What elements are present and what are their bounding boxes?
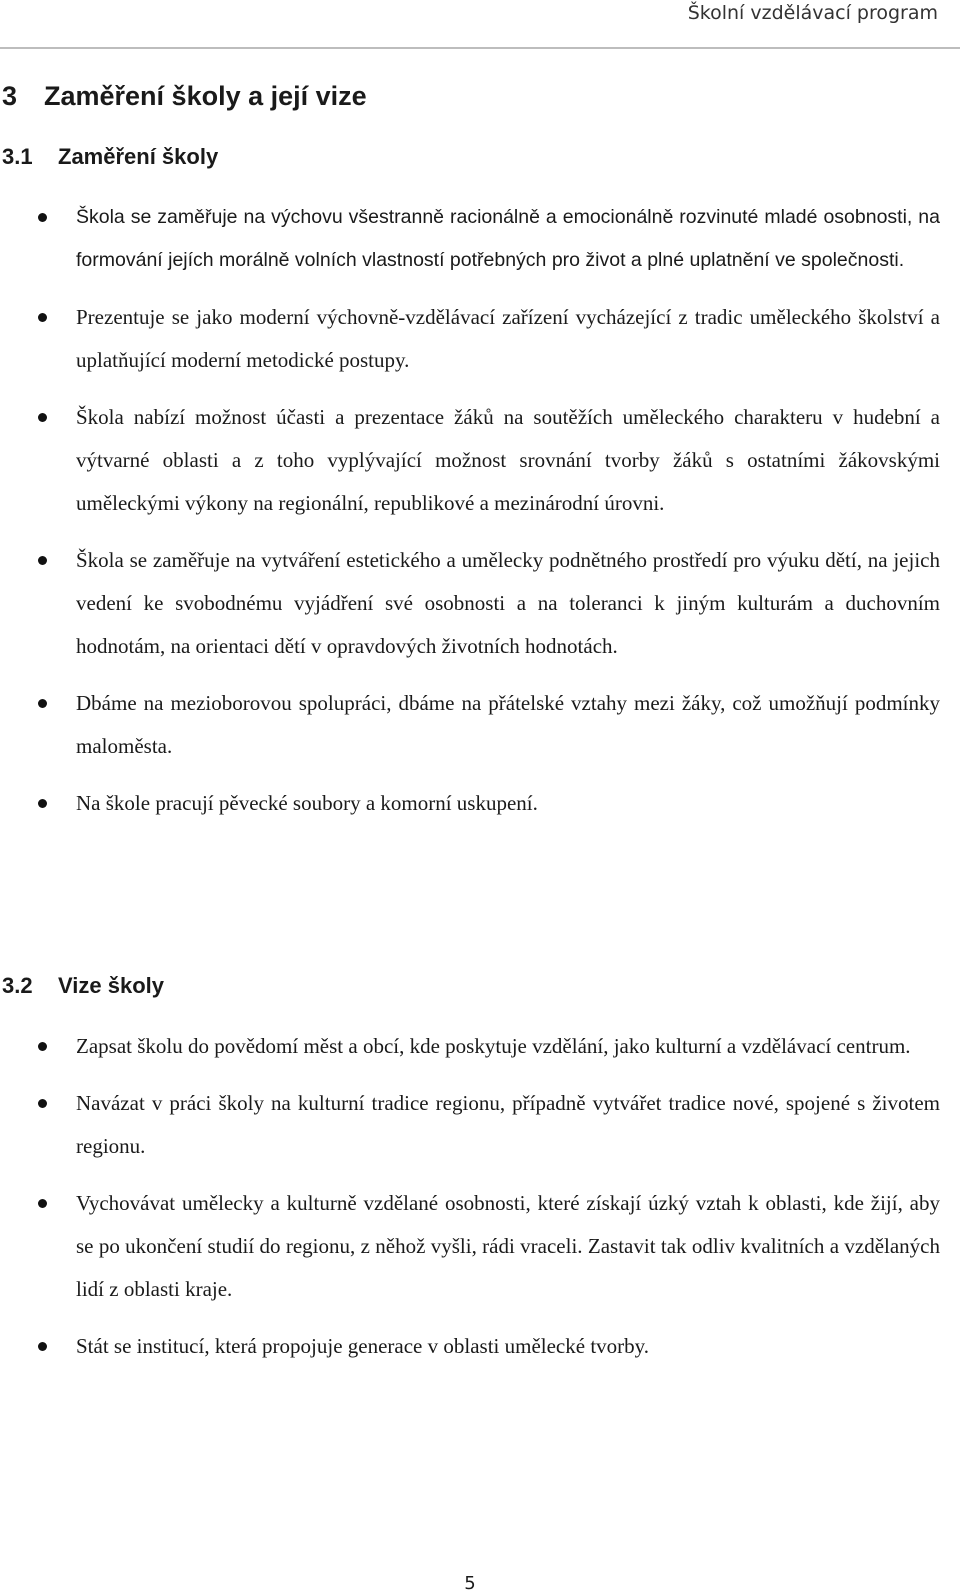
vision-list [0,1025,940,1368]
section-number: 3.2 [2,973,33,998]
list-item [0,196,940,282]
bullet-icon [38,1042,47,1051]
list-item-text: Navázat v práci školy na kulturní tradice regionu, případně vytvářet tradice nové, spojené s životem regionu. [76,1091,940,1158]
list-item [0,296,940,382]
chapter-number: 3 [2,81,18,111]
list-item-text: Na škole pracují pěvecké soubory a komorní uskupení. [76,791,538,815]
bullet-icon [38,556,47,565]
page-number: 5 [464,1573,476,1594]
section-heading-vize [2,972,164,1000]
list-item [0,1325,940,1368]
list-item-text: Prezentuje se jako moderní výchovně-vzdělávací zařízení vycházející z tradic uměleckého školství a uplatňující moderní metodické postupy. [76,305,940,372]
bullet-icon [38,1099,47,1108]
list-item [0,682,940,768]
bullet-icon [38,699,47,708]
list-item [0,782,940,825]
list-item [0,539,940,668]
chapter-title: Zaměření školy a její vize [44,81,367,111]
bullet-icon [38,213,47,222]
section-title: Zaměření školy [58,144,219,169]
bullet-icon [38,799,47,808]
list-item [0,1025,940,1068]
running-header: Školní vzdělávací program [687,2,938,24]
list-item [0,1182,940,1311]
bullet-icon [38,413,47,422]
bullet-icon [38,313,47,322]
list-item [0,396,940,525]
section-title: Vize školy [58,973,164,998]
section-number: 3.1 [2,144,33,169]
chapter-heading [2,80,367,112]
list-item-text: Škola se zaměřuje na vytváření estetického a umělecky podnětného prostředí pro výuku dětí, na jejich vedení ke svobodnému vyjádření své osobnosti a na toleranci k jiným kulturám a duchovním hodnotám, na orientaci dětí v opravdových životních hodnotách. [76,548,940,658]
list-item-text: Škola se zaměřuje na výchovu všestranně racionálně a emocionálně rozvinuté mladé osobnosti, na formování jejích morálně volních vlastností potřebných pro život a plné uplatnění ve společnosti. [76,206,940,271]
bullet-icon [38,1199,47,1208]
list-item-text: Vychovávat umělecky a kulturně vzdělané osobnosti, které získají úzký vztah k oblasti, kde žijí, aby se po ukončení studií do regionu, z něhož vyšli, rádi vraceli. Zastavit tak odliv kvalitních a vzdělaných lidí z oblasti kraje. [76,1191,940,1301]
focus-list [0,196,940,825]
list-item-text: Škola nabízí možnost účasti a prezentace žáků na soutěžích uměleckého charakteru v hudební a výtvarné oblasti a z toho vyplývající možnost srovnání tvorby žáků s ostatními žákovskými uměleckými výkony na regionální, republikové a mezinárodní úrovni. [76,405,940,515]
list-item-text: Stát se institucí, která propojuje generace v oblasti umělecké tvorby. [76,1334,650,1358]
list-item [0,1082,940,1168]
list-item-text: Zapsat školu do povědomí měst a obcí, kde poskytuje vzdělání, jako kulturní a vzdělávací centrum. [76,1034,911,1058]
list-item-text: Dbáme na mezioborovou spolupráci, dbáme na přátelské vztahy mezi žáky, což umožňují podmínky maloměsta. [76,691,940,758]
bullet-icon [38,1342,47,1351]
section-heading-zamereni [2,143,218,171]
header-divider [0,47,960,49]
